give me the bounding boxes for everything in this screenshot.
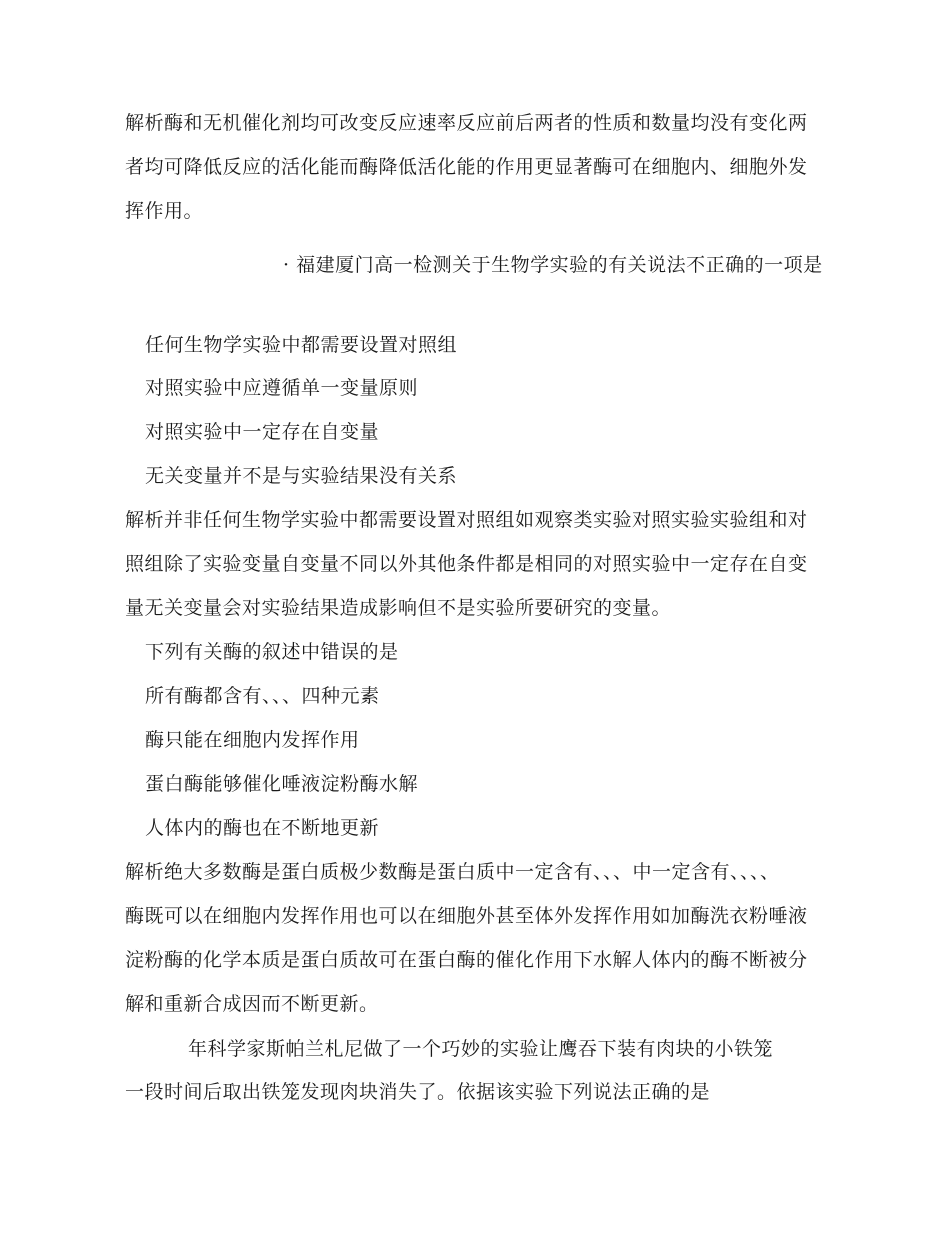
option-item: 任何生物学实验中都需要设置对照组 bbox=[145, 334, 458, 356]
analysis-line: 照组除了实验变量自变量不同以外其他条件都是相同的对照实验中一定存在自变 bbox=[125, 553, 808, 575]
option-item: 无关变量并不是与实验结果没有关系 bbox=[145, 465, 458, 487]
analysis-line: 解和重新合成因而不断更新。 bbox=[125, 993, 379, 1015]
option-item: 蛋白酶能够催化唾液淀粉酶水解 bbox=[145, 773, 419, 795]
analysis-line: 挥作用。 bbox=[125, 200, 204, 222]
analysis-line: 者均可降低反应的活化能而酶降低活化能的作用更显著酶可在细胞内、细胞外发 bbox=[125, 156, 808, 178]
analysis-line: 量无关变量会对实验结果造成影响但不是实验所要研究的变量。 bbox=[125, 597, 672, 619]
option-item: 对照实验中一定存在自变量 bbox=[145, 421, 380, 443]
option-item: 人体内的酶也在不断地更新 bbox=[145, 817, 380, 839]
option-item: 对照实验中应遵循单一变量原则 bbox=[145, 377, 419, 399]
analysis-line: 解析绝大多数酶是蛋白质极少数酶是蛋白质中一定含有、、、中一定含有、、、、 bbox=[125, 861, 780, 883]
question-stem-line: 一段时间后取出铁笼发现肉块消失了。依据该实验下列说法正确的是 bbox=[125, 1081, 711, 1103]
question-stem: 下列有关酶的叙述中错误的是 bbox=[145, 641, 399, 663]
question-stem: · 福建厦门高一检测关于生物学实验的有关说法不正确的一项是 bbox=[283, 254, 823, 276]
analysis-line: 淀粉酶的化学本质是蛋白质故可在蛋白酶的催化作用下水解人体内的酶不断被分 bbox=[125, 949, 808, 971]
analysis-line: 酶既可以在细胞内发挥作用也可以在细胞外甚至体外发挥作用如加酶洗衣粉唾液 bbox=[125, 905, 808, 927]
analysis-line: 解析并非任何生物学实验中都需要设置对照组如观察类实验对照实验实验组和对 bbox=[125, 509, 808, 531]
option-item: 酶只能在细胞内发挥作用 bbox=[145, 729, 360, 751]
question-stem: 年科学家斯帕兰札尼做了一个巧妙的实验让鹰吞下装有肉块的小铁笼 bbox=[188, 1038, 774, 1060]
option-item: 所有酶都含有、、、四种元素 bbox=[145, 685, 380, 707]
analysis-line: 解析酶和无机催化剂均可改变反应速率反应前后两者的性质和数量均没有变化两 bbox=[125, 112, 808, 134]
